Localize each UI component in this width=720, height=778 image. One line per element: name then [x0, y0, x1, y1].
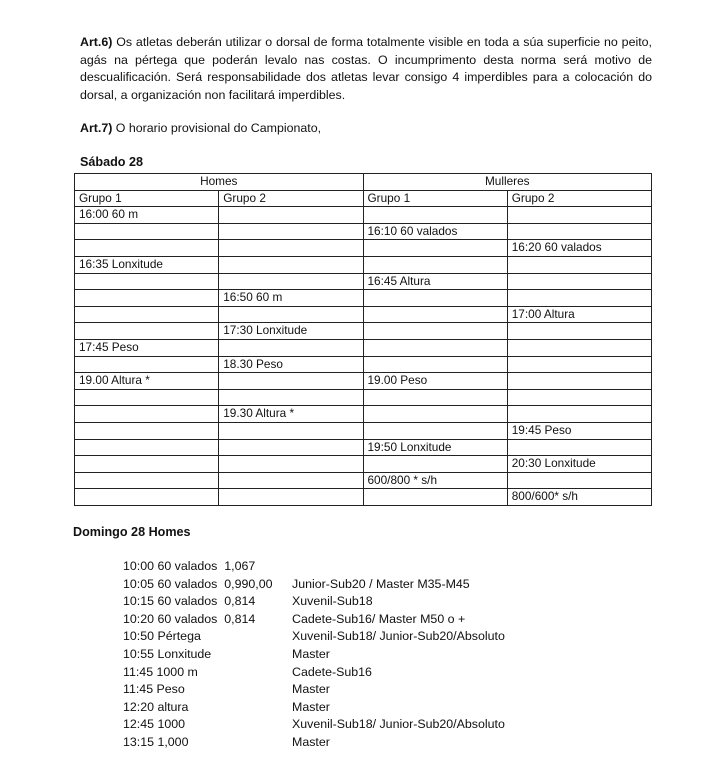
- table-cell: [363, 406, 507, 423]
- table-cell: [363, 256, 507, 273]
- table-cell: [363, 456, 507, 473]
- event-category: Master: [292, 682, 330, 697]
- table-cell: [363, 422, 507, 439]
- table-cell: 19.00 Altura *: [75, 373, 219, 390]
- table-cell: [219, 489, 363, 506]
- table-row: [75, 456, 652, 473]
- table-cell: [219, 339, 363, 356]
- table-row: [75, 439, 652, 456]
- table-row: [75, 223, 652, 240]
- header-homes: Homes: [75, 174, 364, 191]
- article-6-text: Os atletas deberán utilizar o dorsal de forma totalmente visible en toda a súa superficie no peito, agás na pértega que poderán levalo nas costas. O incumprimento desta norma será motivo de descualificación. Será responsabilidade dos atletas levar consigo 4 imperdibles para a colocación do dorsal, a organización non facilitará imperdibles.: [80, 35, 652, 102]
- table-cell: [219, 389, 363, 406]
- event-time: 10:15 60 valados 0,814: [123, 594, 256, 609]
- table-cell: [219, 456, 363, 473]
- event-time: 10:00 60 valados 1,067: [123, 559, 256, 573]
- table-cell: 16:45 Altura: [363, 273, 507, 290]
- subgroup-header-row: [75, 190, 652, 207]
- table-cell: 800/600* s/h: [507, 489, 651, 506]
- table-cell: [507, 323, 651, 340]
- list-item: [123, 593, 543, 611]
- event-time: 10:55 Lonxitude: [123, 646, 212, 661]
- table-row: [75, 290, 652, 307]
- table-cell: [507, 207, 651, 224]
- table-cell: [75, 406, 219, 423]
- table-cell: [75, 389, 219, 406]
- table-row: [75, 339, 652, 356]
- table-row: [75, 406, 652, 423]
- list-item: [123, 576, 543, 594]
- article-7-text: O horario provisional do Campionato,: [112, 121, 322, 135]
- table-row: [75, 256, 652, 273]
- table-cell: [75, 472, 219, 489]
- table-cell: 17:30 Lonxitude: [219, 323, 363, 340]
- table-cell: [507, 373, 651, 390]
- subheader-cell: Grupo 1: [75, 190, 219, 207]
- list-item: [123, 628, 543, 646]
- table-cell: [219, 256, 363, 273]
- table-cell: [219, 439, 363, 456]
- table-cell: [219, 306, 363, 323]
- sunday-heading: Domingo 28 Homes: [73, 525, 191, 539]
- article-6-paragraph: [80, 34, 652, 104]
- table-cell: 16:20 60 valados: [507, 240, 651, 257]
- event-category: Junior-Sub20 / Master M35-M45: [292, 576, 470, 591]
- event-time: 12:45 1000: [123, 717, 186, 732]
- table-cell: [75, 489, 219, 506]
- subheader-cell: Grupo 2: [507, 190, 651, 207]
- table-cell: [219, 207, 363, 224]
- table-row: [75, 422, 652, 439]
- table-cell: [363, 339, 507, 356]
- event-time: 11:45 Peso: [123, 682, 185, 697]
- event-time: 10:05 60 valados 0,990,00: [123, 576, 273, 591]
- group-header-row: [75, 174, 652, 191]
- table-cell: [75, 306, 219, 323]
- event-category: Master: [292, 699, 330, 714]
- table-cell: [75, 422, 219, 439]
- table-cell: [507, 223, 651, 240]
- event-time: 11:45 1000 m: [123, 664, 198, 679]
- table-cell: 16:00 60 m: [75, 207, 219, 224]
- table-cell: [363, 207, 507, 224]
- table-cell: [507, 273, 651, 290]
- table-cell: [363, 240, 507, 257]
- event-category: Cadete-Sub16/ Master M50 o +: [292, 611, 466, 626]
- saturday-schedule-table: [74, 173, 652, 506]
- table-cell: [507, 406, 651, 423]
- table-cell: [75, 323, 219, 340]
- table-row: [75, 323, 652, 340]
- event-time: 13:15 1,000: [123, 734, 189, 749]
- table-cell: 16:50 60 m: [219, 290, 363, 307]
- table-cell: 19.30 Altura *: [219, 406, 363, 423]
- table-cell: 17:00 Altura: [507, 306, 651, 323]
- table-row: [75, 273, 652, 290]
- table-cell: 16:10 60 valados: [363, 223, 507, 240]
- table-cell: 18.30 Peso: [219, 356, 363, 373]
- event-time: 10:50 Pértega: [123, 629, 201, 644]
- table-cell: 17:45 Peso: [75, 339, 219, 356]
- table-cell: [219, 273, 363, 290]
- event-time: 10:20 60 valados 0,814: [123, 611, 256, 626]
- table-cell: [507, 439, 651, 456]
- table-cell: [75, 223, 219, 240]
- table-cell: [363, 489, 507, 506]
- table-cell: [219, 373, 363, 390]
- article-7-label: Art.7): [80, 121, 113, 135]
- list-item: [123, 611, 543, 629]
- event-category: Master: [292, 734, 330, 749]
- table-cell: [363, 389, 507, 406]
- table-cell: 16:35 Lonxitude: [75, 256, 219, 273]
- table-cell: [219, 240, 363, 257]
- table-cell: 600/800 * s/h: [363, 472, 507, 489]
- table-row: [75, 240, 652, 257]
- event-category: Xuvenil-Sub18/ Junior-Sub20/Absoluto: [292, 629, 505, 644]
- table-cell: [219, 422, 363, 439]
- table-cell: [75, 456, 219, 473]
- table-row: [75, 373, 652, 390]
- table-row: [75, 389, 652, 406]
- table-cell: [363, 356, 507, 373]
- table-cell: [75, 240, 219, 257]
- event-category: Xuvenil-Sub18/ Junior-Sub20/Absoluto: [292, 717, 505, 732]
- table-cell: 19.00 Peso: [363, 373, 507, 390]
- table-row: [75, 207, 652, 224]
- list-item: [123, 699, 543, 717]
- table-cell: [75, 290, 219, 307]
- table-cell: [75, 273, 219, 290]
- table-cell: [363, 290, 507, 307]
- table-cell: [75, 439, 219, 456]
- subheader-cell: Grupo 1: [363, 190, 507, 207]
- event-time: 12:20 altura: [123, 699, 189, 714]
- table-cell: [75, 356, 219, 373]
- subheader-cell: Grupo 2: [219, 190, 363, 207]
- article-6-label: Art.6): [80, 35, 113, 49]
- list-item: [123, 681, 543, 699]
- list-item: [123, 646, 543, 664]
- header-mulleres: Mulleres: [363, 174, 652, 191]
- table-row: [75, 472, 652, 489]
- table-row: [75, 356, 652, 373]
- table-cell: [507, 472, 651, 489]
- table-cell: [219, 472, 363, 489]
- table-cell: [507, 290, 651, 307]
- event-category: Xuvenil-Sub18: [292, 594, 373, 609]
- table-cell: [219, 223, 363, 240]
- article-7-paragraph: [80, 120, 652, 138]
- table-cell: [507, 339, 651, 356]
- table-row: [75, 489, 652, 506]
- list-item: [123, 664, 543, 682]
- table-cell: 19:45 Peso: [507, 422, 651, 439]
- saturday-heading: Sábado 28: [80, 155, 143, 169]
- table-cell: [363, 306, 507, 323]
- table-cell: [507, 256, 651, 273]
- table-cell: [507, 356, 651, 373]
- table-cell: [363, 323, 507, 340]
- list-item: [123, 558, 543, 576]
- list-item: [123, 734, 543, 752]
- table-cell: 20:30 Lonxitude: [507, 456, 651, 473]
- table-row: [75, 306, 652, 323]
- list-item: [123, 716, 543, 734]
- event-category: Master: [292, 646, 330, 661]
- sunday-schedule-list: [123, 558, 543, 752]
- table-cell: 19:50 Lonxitude: [363, 439, 507, 456]
- event-category: Cadete-Sub16: [292, 664, 372, 679]
- table-cell: [507, 389, 651, 406]
